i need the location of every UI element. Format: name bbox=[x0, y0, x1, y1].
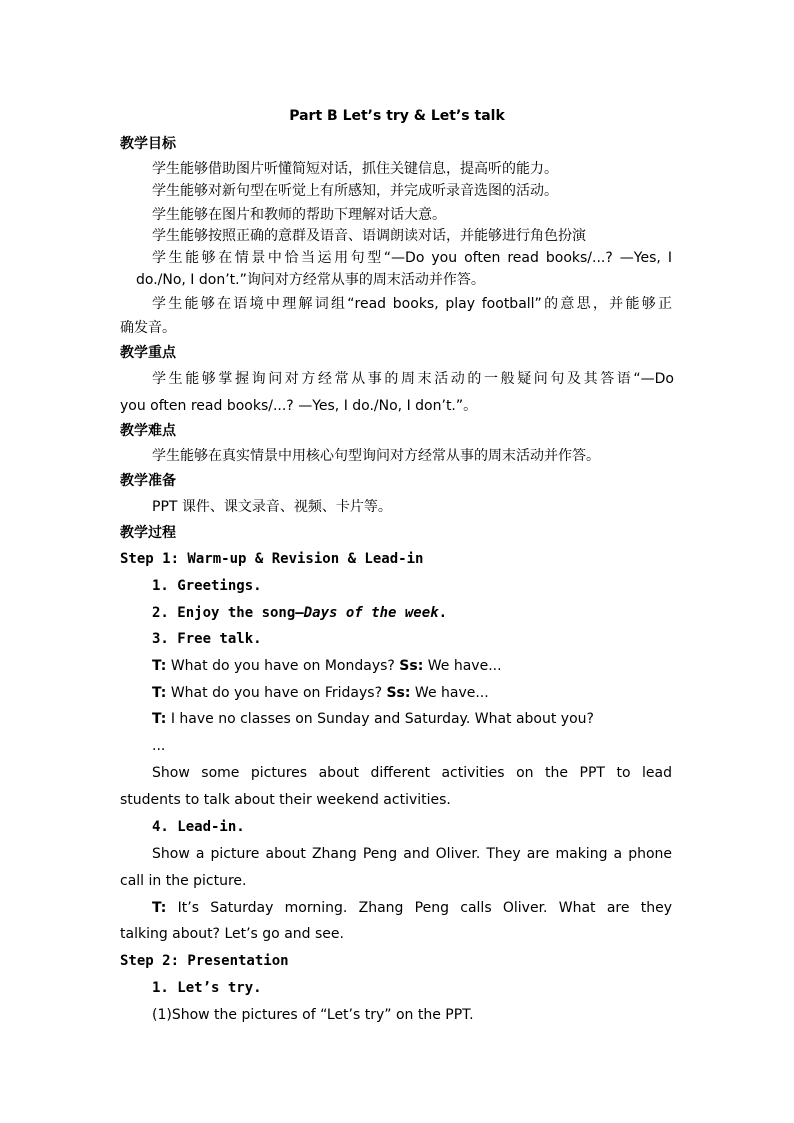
step1-item-greetings: 1. Greetings. bbox=[152, 578, 262, 594]
step1-item-song bbox=[152, 603, 447, 623]
activity-description: Show some pictures about different activities on the PPT to lead bbox=[152, 765, 672, 781]
objective-item: 学生能够在图片和教师的帮助下理解对话大意。 bbox=[152, 207, 446, 223]
students-text: We have... bbox=[410, 685, 489, 701]
students-text: We have... bbox=[423, 658, 502, 674]
step2-title: Step 2: Presentation bbox=[120, 953, 289, 969]
teacher-text: What do you have on Mondays? bbox=[166, 658, 400, 674]
objective-item-continued: 确发音。 bbox=[120, 320, 176, 336]
process-heading: 教学过程 bbox=[120, 525, 176, 541]
dialogue-line-continued: talking about? Let’s go and see. bbox=[120, 926, 344, 942]
objective-item: 学生能够按照正确的意群及语音、语调朗读对话，并能够进行角色扮演 bbox=[152, 228, 586, 244]
dialogue-line bbox=[152, 683, 489, 703]
step1-item-free-talk: 3. Free talk. bbox=[152, 631, 262, 647]
page-title: Part B Let’s try & Let’s talk bbox=[289, 108, 505, 124]
step2-item-lets-try: 1. Let’s try. bbox=[152, 980, 262, 996]
song-title: Days of the week bbox=[303, 605, 439, 621]
step2-subitem: (1)Show the pictures of “Let’s try” on the PPT. bbox=[152, 1007, 474, 1023]
song-item-label: 2. Enjoy the song— bbox=[152, 605, 304, 621]
dialogue-line bbox=[152, 656, 502, 676]
key-points-text: 学生能够掌握询问对方经常从事的周末活动的一般疑问句及其答语“—Do bbox=[152, 371, 674, 387]
teacher-text: It’s Saturday morning. Zhang Peng calls Oliver. What are they bbox=[166, 900, 672, 916]
teacher-label: T: bbox=[152, 685, 167, 701]
key-points-heading: 教学重点 bbox=[120, 345, 176, 361]
objective-item: 学生能够在语境中理解词组“read books, play football”的意思，并能够正 bbox=[152, 296, 672, 312]
teacher-text: I have no classes on Sunday and Saturday. What about you? bbox=[166, 711, 594, 727]
objective-item: 学生能够借助图片听懂简短对话，抓住关键信息，提高听的能力。 bbox=[152, 161, 558, 177]
teacher-label: T: bbox=[152, 711, 167, 727]
ellipsis: ... bbox=[152, 738, 166, 754]
key-points-text-continued: you often read books/...? —Yes, I do./No, I don’t.”。 bbox=[120, 398, 478, 414]
objectives-heading: 教学目标 bbox=[120, 136, 176, 152]
objective-item-continued: do./No, I don’t.”询问对方经常从事的周末活动并作答。 bbox=[136, 272, 485, 288]
teacher-text: What do you have on Fridays? bbox=[166, 685, 387, 701]
teacher-label: T: bbox=[152, 658, 167, 674]
difficulties-heading: 教学难点 bbox=[120, 423, 176, 439]
song-item-end: . bbox=[438, 605, 448, 621]
activity-description-continued: students to talk about their weekend activities. bbox=[120, 792, 451, 808]
lead-in-description: Show a picture about Zhang Peng and Oliver. They are making a phone bbox=[152, 846, 672, 862]
dialogue-line bbox=[152, 709, 594, 729]
dialogue-line bbox=[152, 898, 672, 918]
difficulties-text: 学生能够在真实情景中用核心句型询问对方经常从事的周末活动并作答。 bbox=[152, 448, 600, 464]
objective-item: 学生能够在情景中恰当运用句型“—Do you often read books/...? —Yes, I bbox=[152, 250, 672, 266]
students-label: Ss: bbox=[399, 658, 424, 674]
lead-in-description-continued: call in the picture. bbox=[120, 873, 247, 889]
students-label: Ss: bbox=[386, 685, 411, 701]
step1-item-lead-in: 4. Lead-in. bbox=[152, 819, 245, 835]
preparation-text: PPT 课件、课文录音、视频、卡片等。 bbox=[152, 499, 392, 515]
step1-title: Step 1: Warm-up & Revision & Lead-in bbox=[120, 551, 424, 567]
objective-item: 学生能够对新句型在听觉上有所感知，并完成听录音选图的活动。 bbox=[152, 183, 558, 199]
teacher-label: T: bbox=[152, 900, 167, 916]
preparation-heading: 教学准备 bbox=[120, 473, 176, 489]
